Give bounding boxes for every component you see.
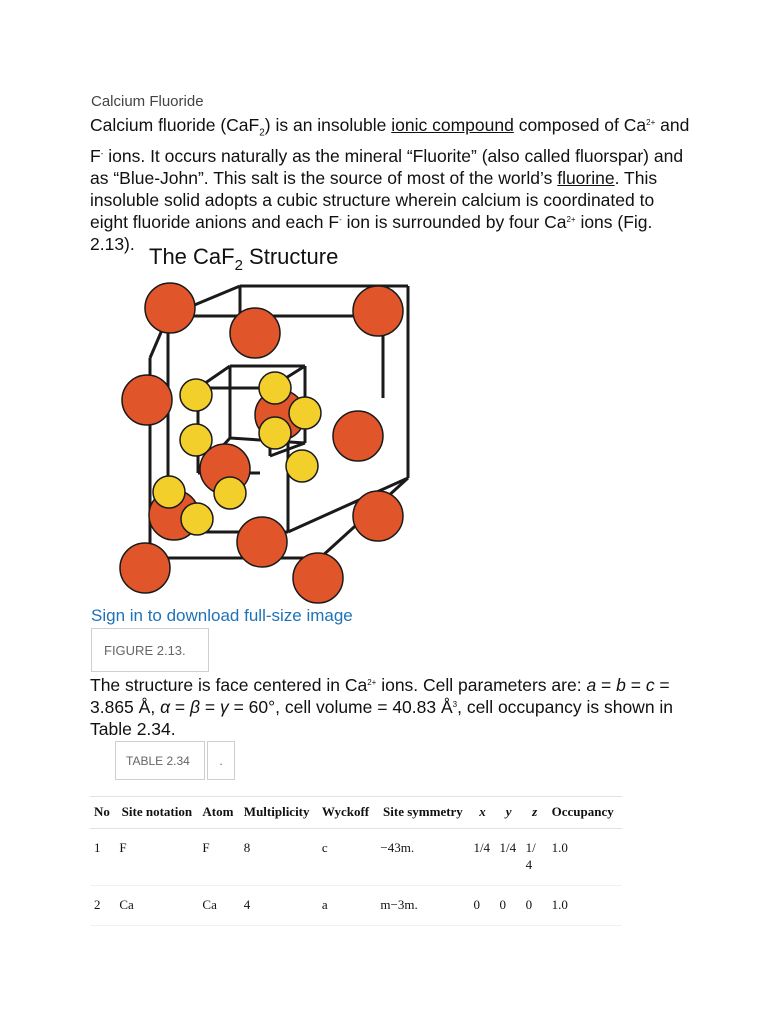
cell-wyckoff: a — [321, 897, 328, 912]
header-occupancy: Occupancy — [551, 804, 614, 819]
cell-x: 0 — [473, 897, 480, 912]
calcium-ion — [145, 283, 195, 333]
table-label-button[interactable]: TABLE 2.34 — [115, 741, 205, 780]
table-extra-button[interactable]: . — [207, 741, 235, 780]
intro-paragraph: Calcium fluoride (CaF$_2$) is an insoluble ionic compound composed of $Ca^{2+}$ and F- ions. It occurs naturally as the mineral “Fluorite” (also called fluorspar) and as “Blue-John”. This salt is the source of most of the world’s fluorine. This insoluble solid adopts a cubic structure wherein calcium is coordinated to eight fluoride anions and each F- ion is surrounded by four $Ca^{2+}$ ions (Fig. 2.13). — [90, 115, 690, 254]
cell-occupancy-table — [90, 796, 622, 926]
cell-site-notation: Ca — [119, 897, 134, 912]
cell-occupancy: 1.0 — [551, 897, 568, 912]
header-wyckoff: Wyckoff — [321, 804, 370, 819]
sign-in-download-link[interactable]: Sign in to download full-size image — [91, 606, 353, 625]
table-header-row — [90, 797, 622, 829]
header-x: x — [479, 804, 486, 819]
calcium-ion — [353, 491, 403, 541]
calcium-ion — [230, 308, 280, 358]
cell-x: 1/4 — [473, 840, 491, 855]
calcium-ion — [237, 517, 287, 567]
fluoride-ion — [259, 417, 291, 449]
atoms — [120, 283, 403, 603]
cell-site-notation: F — [119, 840, 127, 855]
caf2-structure-figure — [90, 238, 430, 608]
header-atom: Atom — [202, 804, 234, 819]
cell-y: 0 — [499, 897, 507, 912]
cell-no: 2 — [94, 897, 101, 912]
fluoride-ion — [180, 424, 212, 456]
cell-multiplicity: 4 — [243, 897, 251, 912]
header-z: z — [532, 804, 538, 819]
page-title: Calcium Fluoride — [91, 93, 204, 110]
fluoride-ion — [259, 372, 291, 404]
cell-occupancy: 1.0 — [551, 840, 568, 855]
header-site-symmetry: Site symmetry — [383, 804, 463, 819]
header-site-notation: Site notation — [121, 804, 193, 819]
fluoride-ion — [180, 379, 212, 411]
cell-wyckoff: c — [321, 840, 328, 855]
cell-atom: Ca — [202, 897, 217, 912]
structure-paragraph: The structure is face centered in $Ca^{2+}$ ions. Cell parameters are: a = b = c = 3.865 Å, α = β = γ = 60°, cell volume = 40.83 $Å^3$, cell occupancy is shown in Table 2.34. — [90, 675, 674, 739]
cell-y: 1/4 — [499, 840, 517, 855]
calcium-ion — [120, 543, 170, 593]
cell-atom: F — [202, 840, 210, 855]
table-row — [90, 829, 622, 886]
calcium-ion — [122, 375, 172, 425]
header-multiplicity: Multiplicity — [243, 804, 310, 819]
fluoride-ion — [214, 477, 246, 509]
header-y: y — [505, 804, 512, 819]
fluoride-ion — [286, 450, 318, 482]
figure-label-button[interactable]: FIGURE 2.13. — [91, 628, 209, 672]
cell-site-symmetry: m−3m. — [380, 897, 418, 912]
fluoride-ion — [181, 503, 213, 535]
figure-title: The CaF$_2$ Structure — [149, 244, 339, 274]
cell-site-symmetry: −43m. — [380, 840, 415, 855]
calcium-ion — [353, 286, 403, 336]
ionic-compound-link[interactable]: ionic compound — [391, 115, 514, 135]
calcium-ion — [293, 553, 343, 603]
cell-multiplicity: 8 — [243, 840, 251, 855]
fluoride-ion — [153, 476, 185, 508]
cell-z: 1/ 4 — [525, 840, 536, 872]
fluorine-link[interactable]: fluorine — [557, 167, 615, 188]
fluoride-ion — [289, 397, 321, 429]
table-row — [90, 886, 622, 926]
header-no: No — [94, 804, 110, 819]
calcium-ion — [333, 411, 383, 461]
cell-z: 0 — [525, 897, 533, 912]
cell-no: 1 — [94, 840, 101, 855]
